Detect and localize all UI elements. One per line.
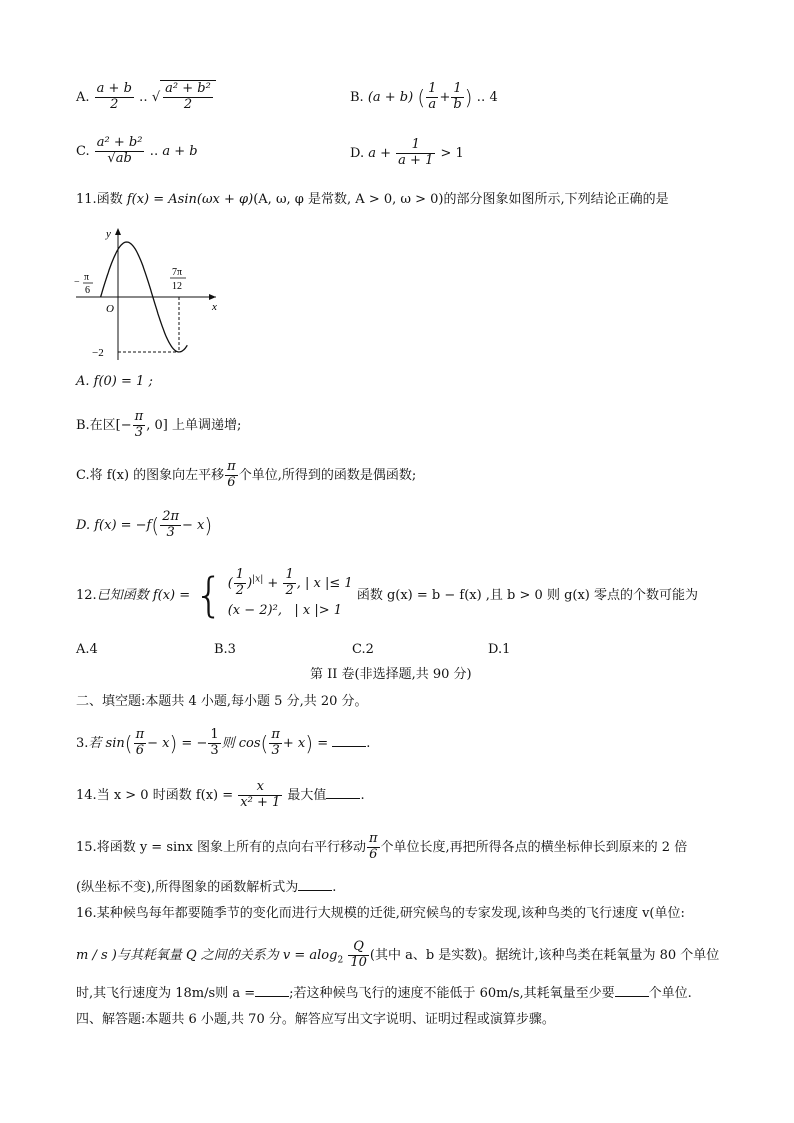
q11-stem xyxy=(76,192,669,208)
option-text: D. f(x) = −f xyxy=(76,517,152,533)
left-tick-den: 6 xyxy=(85,285,90,296)
denominator: x² + 1 xyxy=(240,794,281,810)
denominator: 3 xyxy=(166,524,175,540)
answer-blank[interactable] xyxy=(332,734,366,747)
q14: 14.当 x > 0 时函数 f(x) = $\frac{x}{\text{x² + 1}}$ 最大值 . xyxy=(76,779,365,810)
q12-option-a: A.4 xyxy=(76,642,98,657)
q12-stem xyxy=(76,568,698,623)
fraction xyxy=(426,82,438,113)
q10-option-a xyxy=(76,80,216,113)
plus: + xyxy=(267,576,279,592)
part4-heading: 四、解答题:本题共 6 小题,共 70 分。解答应写出文字说明、证明过程或演算步骤。 xyxy=(76,1012,555,1027)
denominator: 2 xyxy=(235,583,245,599)
denominator: 3 xyxy=(210,742,219,758)
paren-open: ( xyxy=(151,513,160,538)
min-label: −2 xyxy=(92,347,104,359)
numerator: 1 xyxy=(428,81,437,96)
expr: > 1 xyxy=(440,145,464,161)
section-title: 第 II 卷(非选择题,共 90 分) xyxy=(310,667,472,682)
sine-graph xyxy=(70,222,230,362)
denominator: 6 xyxy=(369,846,378,862)
expr: a + xyxy=(368,145,392,161)
answer-blank[interactable] xyxy=(298,878,332,891)
expr: 4 xyxy=(489,89,498,105)
text: (纵坐标不变),所得图象的函数解析式为 xyxy=(76,880,299,895)
piecewise-cases xyxy=(228,568,353,622)
text: 最大值 xyxy=(287,787,327,803)
fraction xyxy=(238,780,282,811)
numerator: a² + b² xyxy=(96,135,143,150)
fraction xyxy=(133,410,146,441)
question-number: 3. xyxy=(76,735,89,751)
text: 个单位长度,再把所得各点的横坐标伸长到原来的 2 倍 xyxy=(380,839,688,855)
subscript: 2 xyxy=(337,955,344,966)
numerator: x xyxy=(238,780,282,796)
text: − x xyxy=(147,735,170,751)
denominator: 3 xyxy=(271,742,280,758)
q11-option-b xyxy=(76,410,241,441)
answer-blank[interactable] xyxy=(326,786,360,799)
numerator: 2π xyxy=(162,509,180,524)
origin-label: O xyxy=(106,303,114,315)
option-letter: D. xyxy=(350,145,365,161)
text: 某种候鸟每年都要随季节的变化而进行大规模的迁徙,研究候鸟的专家发现,该种鸟类的飞行速度 v(单位: xyxy=(96,906,685,921)
question-number: 15. xyxy=(76,839,97,855)
numerator: a + b xyxy=(96,81,132,96)
paren-open: ( xyxy=(260,731,269,756)
numerator: π xyxy=(135,727,145,742)
fraction xyxy=(269,728,282,759)
denominator: 6 xyxy=(227,474,236,490)
numerator: 1 xyxy=(396,138,435,154)
q11-option-d xyxy=(76,510,212,541)
denominator: √ab xyxy=(107,150,132,166)
text: = xyxy=(317,735,329,751)
expr: (a + b) xyxy=(367,89,414,105)
denominator: 6 xyxy=(135,742,144,758)
stem-text: 函数 g(x) = b − f(x) ,且 b > 0 则 g(x) 零点的个数可能为 xyxy=(356,588,699,604)
paren-close: ) xyxy=(305,731,314,756)
numerator: π xyxy=(134,409,144,424)
right-tick-den: 12 xyxy=(172,281,182,292)
left-tick-sign: − xyxy=(74,277,80,288)
y-label: y xyxy=(106,228,111,240)
fraction xyxy=(160,510,181,541)
formula: f(x) = Asin(ωx + φ) xyxy=(126,192,254,207)
text: m / s )与其耗氧量 Q 之间的关系为 v = alog xyxy=(76,947,338,963)
option-text: C.将 f(x) 的图象向左平移 xyxy=(76,467,225,483)
expr: a + b xyxy=(162,143,198,159)
right-tick-num: 7π xyxy=(172,267,183,278)
numerator: 1 xyxy=(210,727,219,742)
denominator: 3 xyxy=(134,424,144,440)
paren-close: ) xyxy=(169,731,178,756)
denominator: 2 xyxy=(285,583,294,599)
q10-option-d xyxy=(350,138,464,169)
case-2 xyxy=(228,599,353,622)
text: 若 sin xyxy=(88,735,125,751)
fraction xyxy=(451,82,463,113)
fraction xyxy=(163,82,213,113)
paren-open: ( xyxy=(417,85,426,110)
text: ;若这种候鸟飞行的速度不能低于 60m/s,其耗氧量至少要 xyxy=(289,986,615,1001)
numerator: 1 xyxy=(285,567,294,583)
denominator: a xyxy=(428,96,437,112)
question-number: 14. xyxy=(76,787,97,803)
x-axis-arrow xyxy=(209,294,216,300)
text: 当 x > 0 时函数 f(x) = xyxy=(96,787,234,803)
fraction xyxy=(208,728,220,759)
denominator: 2 xyxy=(183,96,193,112)
q12-option-b: B.3 xyxy=(214,642,236,657)
q12-option-c: C.2 xyxy=(352,642,374,657)
q10-option-b xyxy=(350,82,498,113)
fraction xyxy=(95,82,134,113)
option-text: , 0] 上单调递增; xyxy=(146,417,242,433)
option-text: B.在区[− xyxy=(76,417,132,433)
answer-blank[interactable] xyxy=(255,984,289,997)
condition: | x |> 1 xyxy=(294,603,343,619)
relation: ‥ xyxy=(149,143,159,159)
part2-heading: 二、填空题:本题共 4 小题,每小题 5 分,共 20 分。 xyxy=(76,694,368,709)
relation: ‥ xyxy=(476,89,486,105)
stem-text: 函数 xyxy=(96,192,123,207)
option-text: − x xyxy=(182,517,205,533)
option-letter: B. xyxy=(350,89,364,105)
option-text: 个单位,所得到的函数是偶函数; xyxy=(238,467,417,483)
q12-option-d: D.1 xyxy=(488,642,511,657)
x-label: x xyxy=(212,301,217,313)
text: + x xyxy=(282,735,306,751)
denominator: a + 1 xyxy=(398,152,434,168)
numerator: π xyxy=(369,831,378,846)
answer-blank[interactable] xyxy=(615,984,649,997)
numerator: Q xyxy=(348,940,369,956)
numerator: π xyxy=(271,727,280,742)
left-tick-num: π xyxy=(84,272,90,283)
fraction xyxy=(225,460,238,491)
q16-line3 xyxy=(76,984,692,1002)
text: 则 cos xyxy=(221,735,261,751)
numerator: a² + b² xyxy=(165,81,211,96)
q11-option-a xyxy=(76,374,153,390)
fraction xyxy=(396,138,435,169)
y-axis-arrow xyxy=(115,228,121,235)
question-number: 11. xyxy=(76,192,97,207)
text: (其中 a、b 是实数)。据统计,该种鸟类在耗氧量为 80 个单位 xyxy=(369,947,720,963)
sqrt-body xyxy=(160,80,216,113)
paren-open: ( xyxy=(124,731,133,756)
fraction xyxy=(367,832,380,863)
expr: (x − 2)², xyxy=(227,603,282,619)
q11-option-c xyxy=(76,460,416,491)
option-text: A. f(0) = 1 ; xyxy=(76,374,153,389)
condition: , | x |≤ 1 xyxy=(296,576,353,592)
stem-text: 已知函数 f(x) = xyxy=(96,588,191,604)
question-number: 16. xyxy=(76,906,97,921)
q16-line1 xyxy=(76,906,685,922)
fraction xyxy=(95,136,145,167)
q15-line2: (纵坐标不变),所得图象的函数解析式为 . xyxy=(76,880,337,895)
relation: ‥ xyxy=(139,89,148,105)
paren-close: ) xyxy=(464,85,473,110)
text: 将函数 y = sinx 图象上所有的点向右平行移动 xyxy=(96,839,366,855)
fraction xyxy=(234,568,246,599)
text: 个单位. xyxy=(648,986,692,1001)
case-1: ( $\frac{1}{2}$ )$^{|x|}$ + $\frac{1}{2}$ , | x |≤ 1 xyxy=(227,567,353,599)
fraction xyxy=(134,728,147,759)
numerator: π xyxy=(227,459,236,474)
numerator: 1 xyxy=(451,82,463,98)
denominator: 10 xyxy=(350,954,367,970)
q13: 3.若 sin( $\frac{\pi}{6}$ − x) = − $\frac{1}{3}$ 则 cos( $\frac{\pi}{3}$ + x) = . xyxy=(76,727,371,758)
exponent: |x| xyxy=(252,575,264,586)
question-number: 12. xyxy=(76,588,97,604)
paren-close: ) xyxy=(204,513,213,538)
sqrt-symbol: √ xyxy=(151,89,161,105)
stem-text: (A, ω, φ 是常数, A > 0, ω > 0)的部分图象如图所示,下列结论正确的是 xyxy=(253,192,669,207)
fraction xyxy=(348,940,369,971)
numerator: 1 xyxy=(235,567,245,583)
denominator: 2 xyxy=(110,96,119,112)
text: = − xyxy=(181,735,208,751)
q16-line2 xyxy=(76,940,719,971)
q10-option-c xyxy=(76,136,198,167)
text: 时,其飞行速度为 18m/s则 a = xyxy=(76,986,256,1001)
option-letter: C. xyxy=(76,143,90,159)
q15-line1 xyxy=(76,832,687,863)
option-letter: A. xyxy=(76,89,90,105)
fraction xyxy=(283,568,295,599)
plus: + xyxy=(439,89,451,105)
brace: { xyxy=(194,568,224,622)
denominator: b xyxy=(453,96,462,112)
